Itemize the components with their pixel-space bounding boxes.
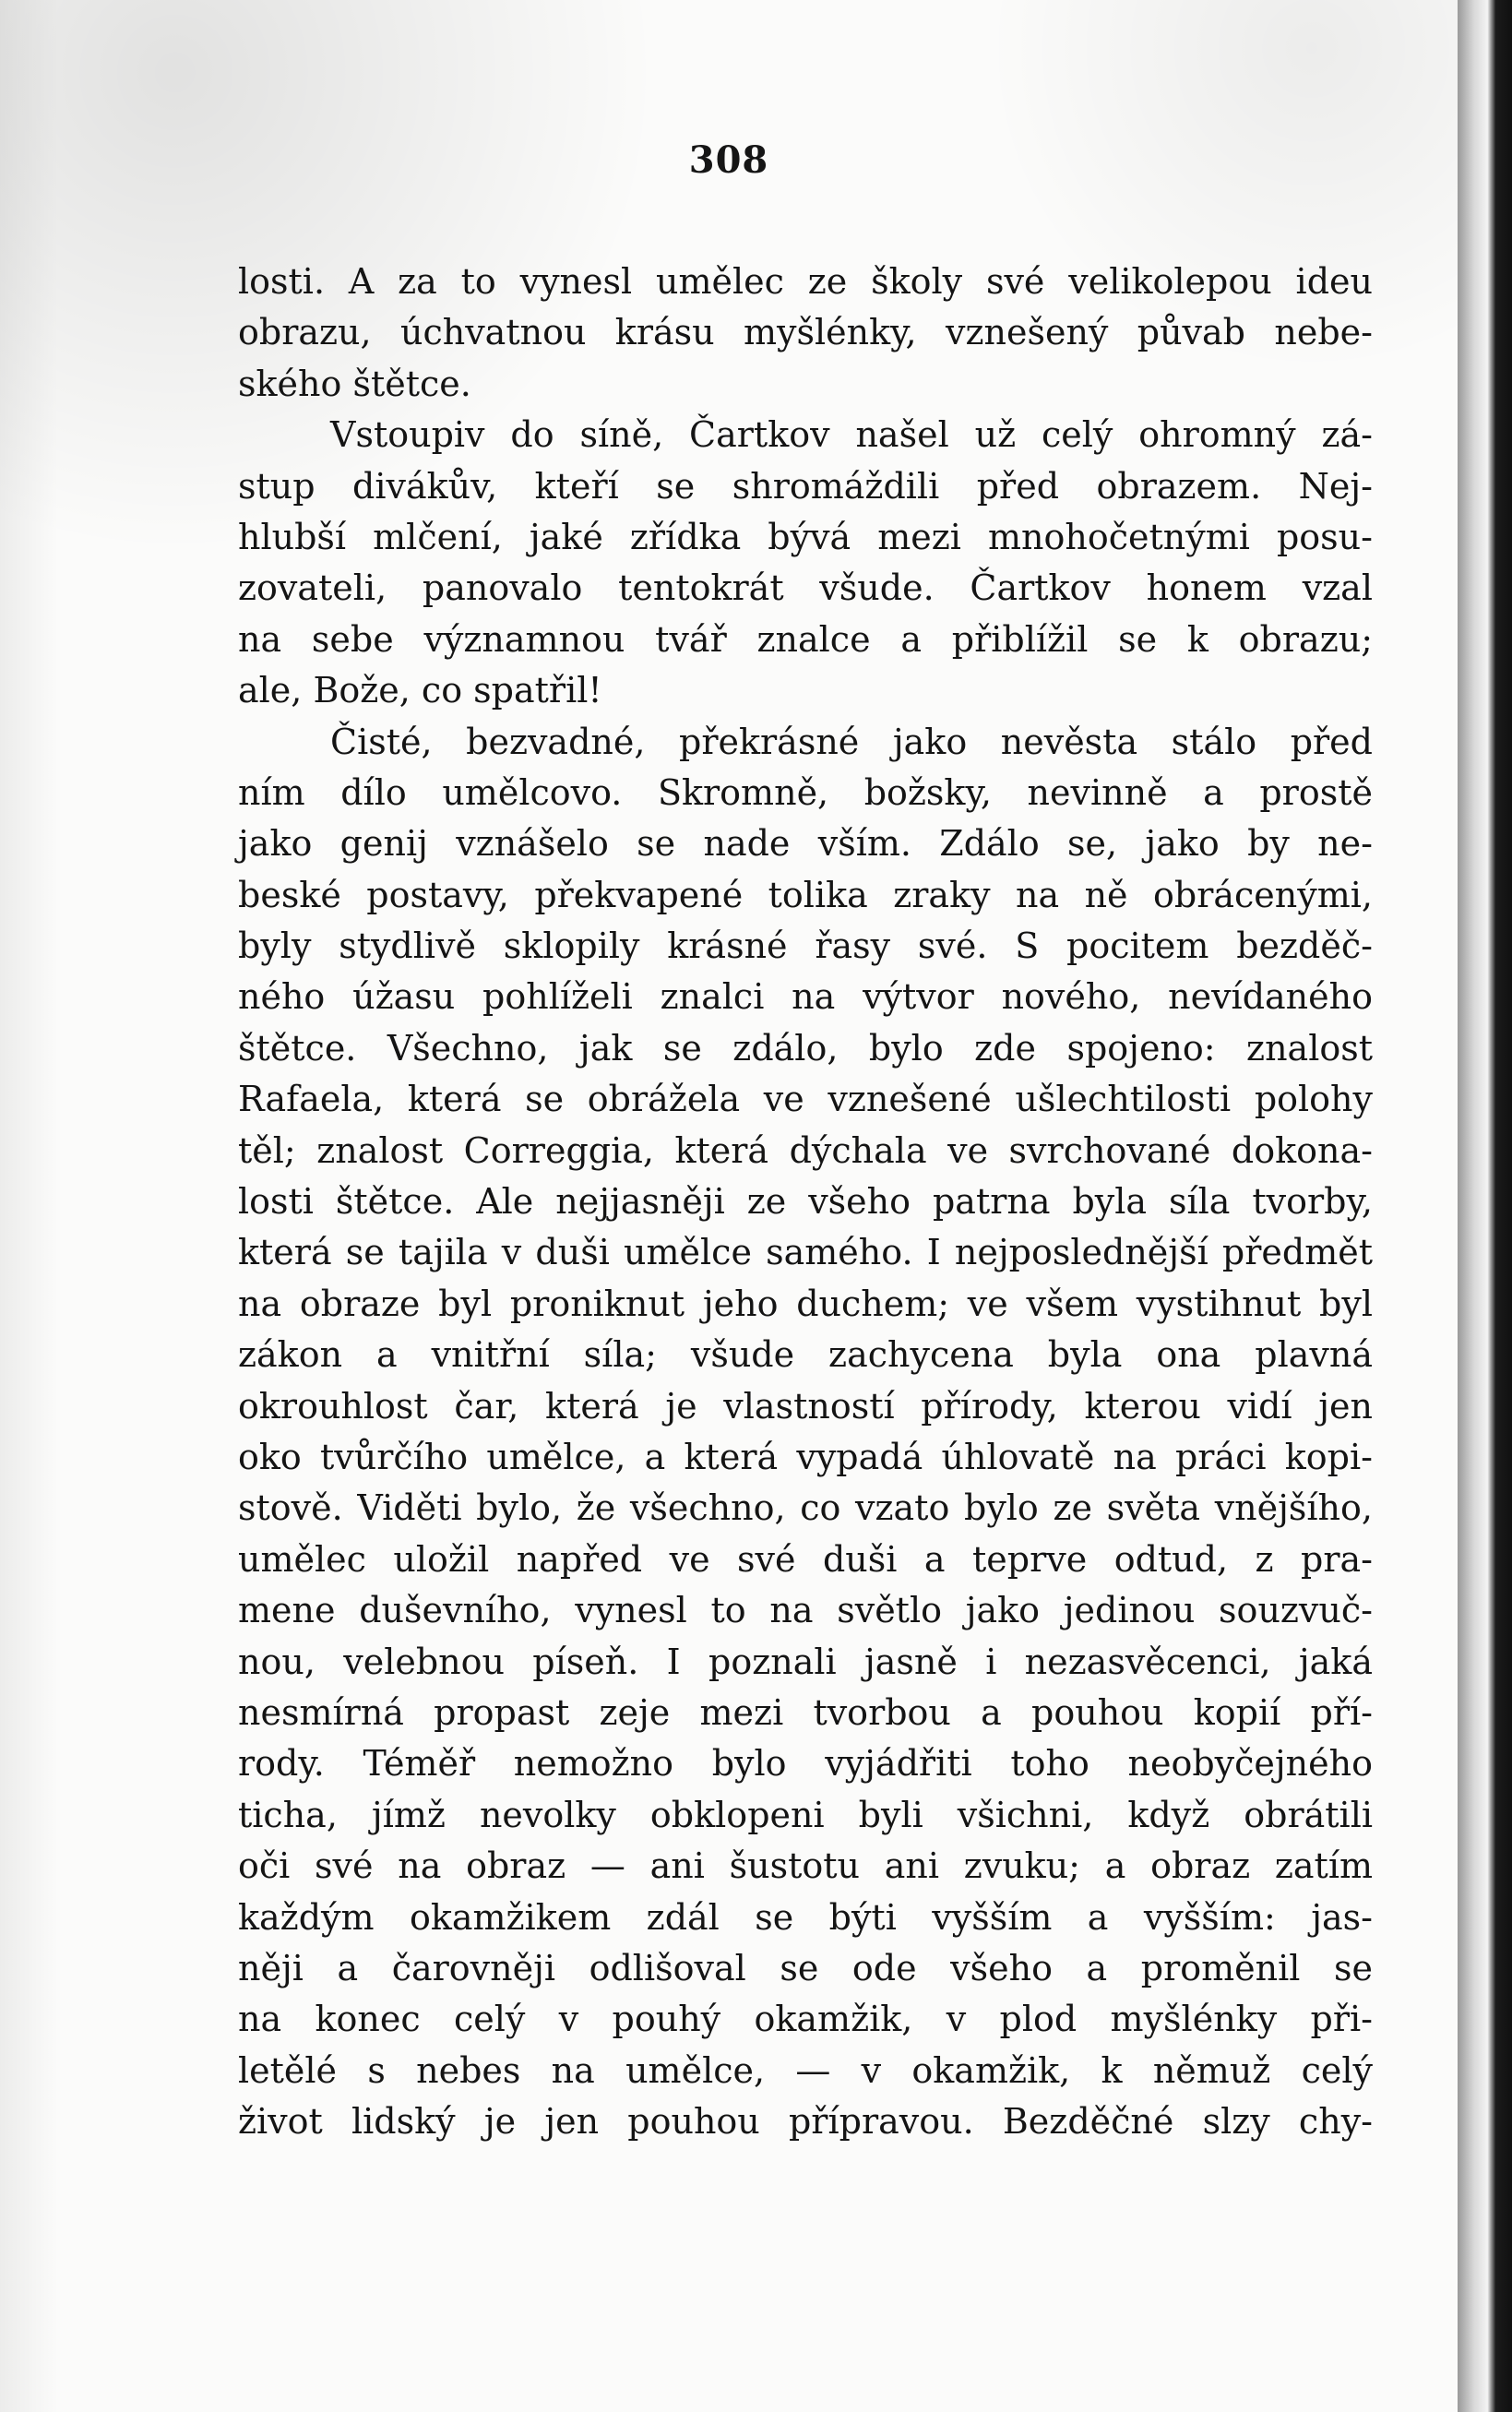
text-line: hlubší mlčení, jaké zřídka bývá mezi mnohočetnými posu- — [238, 516, 1373, 557]
text-line: okrouhlost čar, která je vlastností přírody, kterou vidí jen — [238, 1385, 1373, 1427]
text-line: každým okamžikem zdál se býti vyšším a vyšším: jas- — [238, 1896, 1373, 1938]
text-line: na obraze byl proniknut jeho duchem; ve všem vystihnut byl — [238, 1283, 1373, 1324]
text-line: letělé s nebes na umělce, — v okamžik, k němuž celý — [238, 2049, 1373, 2091]
text-line: losti. A za to vynesl umělec ze školy své velikolepou ideu — [238, 261, 1373, 302]
text-line: stup divákův, kteří se shromáždili před obrazem. Nej- — [238, 465, 1373, 507]
text-line: štětce. Všechno, jak se zdálo, bylo zde spojeno: znalost — [238, 1027, 1373, 1069]
text-line: rody. Téměř nemožno bylo vyjádřiti toho neobyčejného — [238, 1743, 1373, 1785]
text-line: beské postavy, překvapené tolika zraky na ně obrácenými, — [238, 874, 1373, 915]
text-line: Rafaela, která se obrážela ve vznešené ušlechtilosti polohy — [238, 1079, 1373, 1120]
text-line: losti štětce. Ale nejjasněji ze všeho patrna byla síla tvorby, — [238, 1181, 1373, 1223]
text-line: oko tvůrčího umělce, a která vypadá úhlovatě na práci kopi- — [238, 1436, 1373, 1477]
text-line: stově. Viděti bylo, že všechno, co vzato bylo ze světa vnějšího, — [238, 1487, 1373, 1529]
text-line: ním dílo umělcovo. Skromně, božsky, nevinně a prostě — [238, 771, 1373, 813]
text-line: zákon a vnitřní síla; všude zachycena byla ona plavná — [238, 1334, 1373, 1376]
text-line: na sebe významnou tvář znalce a přiblížil se k obrazu; — [238, 618, 1373, 660]
text-line: která se tajila v duši umělce samého. I nejposlednější předmět — [238, 1232, 1373, 1273]
body-text — [238, 257, 1373, 2147]
text-line: Vstoupiv do síně, Čartkov našel už celý ohromný zá- — [330, 414, 1373, 456]
text-line: těl; znalost Correggia, která dýchala ve svrchované dokona- — [238, 1129, 1373, 1171]
text-line: mene duševního, vynesl to na světlo jako jedinou souzvuč- — [238, 1590, 1373, 1631]
text-line: byly stydlivě sklopily krásné řasy své. S pocitem bezděč- — [238, 925, 1373, 967]
text-line: obrazu, úchvatnou krásu myšlénky, vznešený půvab nebe- — [238, 312, 1373, 353]
text-line: ného úžasu pohlíželi znalci na výtvor nového, nevídaného — [238, 976, 1373, 1018]
text-line: ticha, jímž nevolky obklopeni byli všichni, když obrátili — [238, 1794, 1373, 1835]
text-line: zovateli, panovalo tentokrát všude. Čartkov honem vzal — [238, 567, 1373, 609]
text-line: na konec celý v pouhý okamžik, v plod myšlénky při- — [238, 1999, 1373, 2040]
text-line: ale, Bože, co spatřil! — [238, 670, 602, 711]
text-line: Čisté, bezvadné, překrásné jako nevěsta stálo před — [330, 721, 1373, 762]
text-line: nesmírná propast zeje mezi tvorbou a pouhou kopií pří- — [238, 1691, 1373, 1733]
text-line: jako genij vznášelo se nade vším. Zdálo se, jako by ne- — [238, 823, 1373, 865]
text-line: ského štětce. — [238, 363, 471, 404]
text-line: oči své na obraz — ani šustotu ani zvuku; a obraz zatím — [238, 1845, 1373, 1887]
book-gutter-edge — [1458, 0, 1512, 2412]
text-line: nou, velebnou píseň. I poznali jasně i nezasvěcenci, jaká — [238, 1641, 1373, 1682]
page-number: 308 — [688, 138, 769, 182]
text-line: něji a čarovněji odlišoval se ode všeho a proměnil se — [238, 1947, 1373, 1988]
text-line: život lidský je jen pouhou přípravou. Bezděčné slzy chy- — [238, 2101, 1373, 2143]
text-line: umělec uložil napřed ve své duši a teprve odtud, z pra- — [238, 1538, 1373, 1580]
